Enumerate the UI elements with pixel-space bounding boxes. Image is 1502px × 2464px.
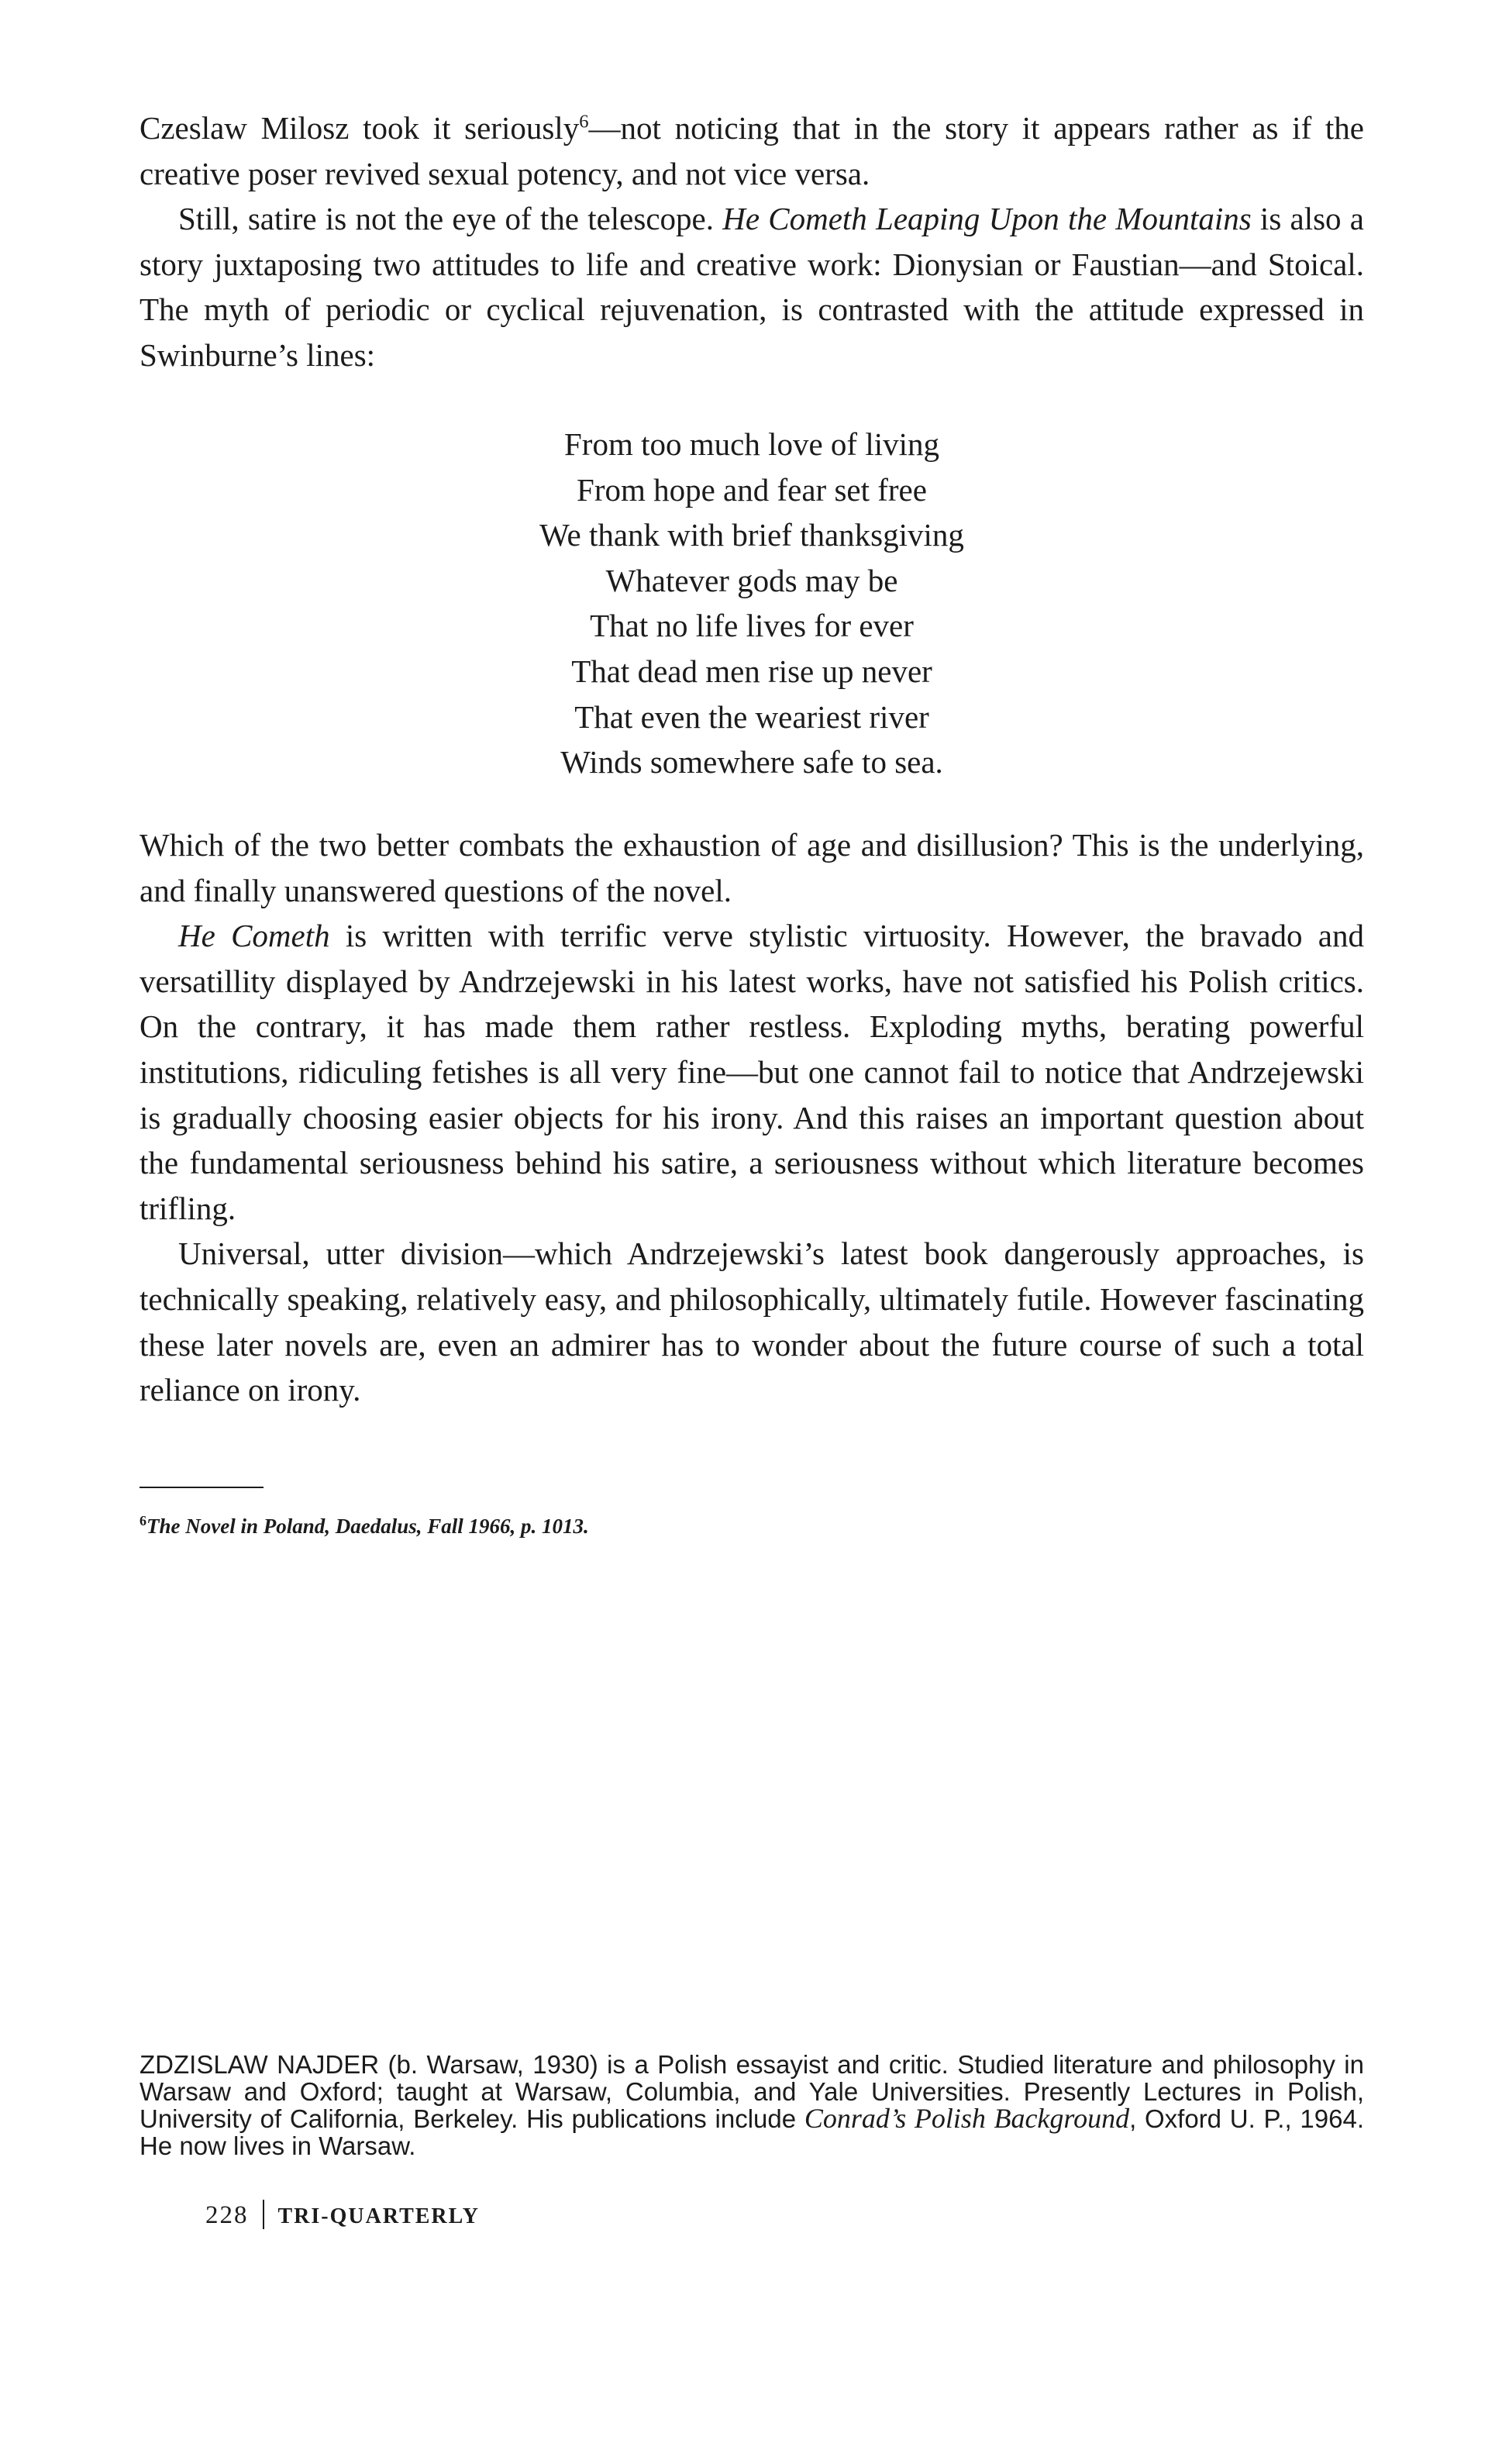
book-title: He Cometh Leaping Upon the Mountains	[722, 201, 1252, 237]
poem-line: That dead men rise up never	[571, 653, 932, 689]
text-run: Still, satire is not the eye of the telescope.	[178, 201, 723, 237]
poem-line: From too much love of living	[564, 426, 939, 462]
paragraph-milosz	[140, 105, 1364, 196]
page-number: 228	[205, 2201, 249, 2229]
poem-quotation	[140, 422, 1364, 785]
paragraph-he-cometh	[140, 913, 1364, 1231]
text-run: Czeslaw Milosz took it seriously	[140, 110, 580, 146]
poem-line: Winds somewhere safe to sea.	[560, 744, 943, 781]
text-run: Universal, utter division—which Andrzejewski’s latest book dangerously approaches, is technically speaking, relatively easy, and philosophically, ultimately futile. However fascinating these later novels are, even an admirer has to wonder about the future course of such a total reliance on irony.	[140, 1235, 1364, 1408]
text-run: is also a story juxtaposing two attitudes to life and creative work: Dionysian or Faustian—and Stoical. The myth of periodic or cyclical rejuvenation, is contrasted with the attitude expressed in Swinburne’s lines:	[140, 201, 1364, 373]
poem-line: From hope and fear set free	[577, 471, 927, 508]
folio-separator	[263, 2200, 264, 2229]
footnote-title: The Novel in Poland	[146, 1515, 326, 1538]
journal-name: TRI-QUARTERLY	[277, 2204, 480, 2228]
poem-line: Whatever gods may be	[605, 562, 898, 598]
text-run: is written with terrific verve stylistic virtuosity. However, the bravado and versatillity displayed by Andrzejewski in his latest works, have not satisfied his Polish critics. On the contrary, it has made them rather restless. Exploding myths, berating powerful institutions, ridiculing fetishes is all very fine—but one cannot fail to notice that Andrzejewski is gradually choosing easier objects for his irony. And this raises an important question about the fundamental seriousness behind his satire, a seriousness without which literature becomes trifling.	[140, 918, 1365, 1226]
poem-line: We thank with brief thanksgiving	[539, 517, 964, 553]
book-title: He Cometh	[178, 918, 330, 954]
bio-text: ZDZISLAW NAJDER (b. Warsaw, 1930) is a Polish essayist and critic. Studied literature and philosophy in Warsaw and Oxford; taught at Warsaw, Columbia, and Yale Universities. Presently Lectures in Polish, University of California, Berkeley. His publications include	[140, 2050, 1364, 2133]
body-text-top	[140, 105, 1364, 378]
text-run: —not noticing that in the story it appears rather as if the creative poser revived sexual potency, and not vice versa.	[140, 110, 1364, 191]
poem-line: That no life lives for ever	[590, 608, 914, 644]
footnote	[140, 1513, 589, 1539]
page-folio	[205, 2200, 480, 2232]
body-text-bottom	[140, 822, 1364, 1413]
author-bio	[140, 2051, 1364, 2159]
footnote-ref: 6	[579, 111, 589, 133]
bio-book-title: Conrad’s Polish Background	[804, 2103, 1130, 2134]
bio-text: , Oxford U. P., 1964. He now lives in Warsaw.	[140, 2104, 1364, 2160]
paragraph-universal	[140, 1231, 1364, 1412]
poem-line: That even the weariest river	[574, 698, 929, 735]
paragraph-satire	[140, 196, 1364, 377]
text-run: Which of the two better combats the exhaustion of age and disillusion? This is the underlying, and finally unanswered questions of the novel.	[140, 827, 1364, 908]
paragraph-question	[140, 822, 1364, 913]
footnote-marker: 6	[140, 1513, 146, 1528]
footnote-rule	[140, 1487, 264, 1488]
footnote-source: , Daedalus, Fall 1966, p. 1013.	[325, 1515, 589, 1538]
